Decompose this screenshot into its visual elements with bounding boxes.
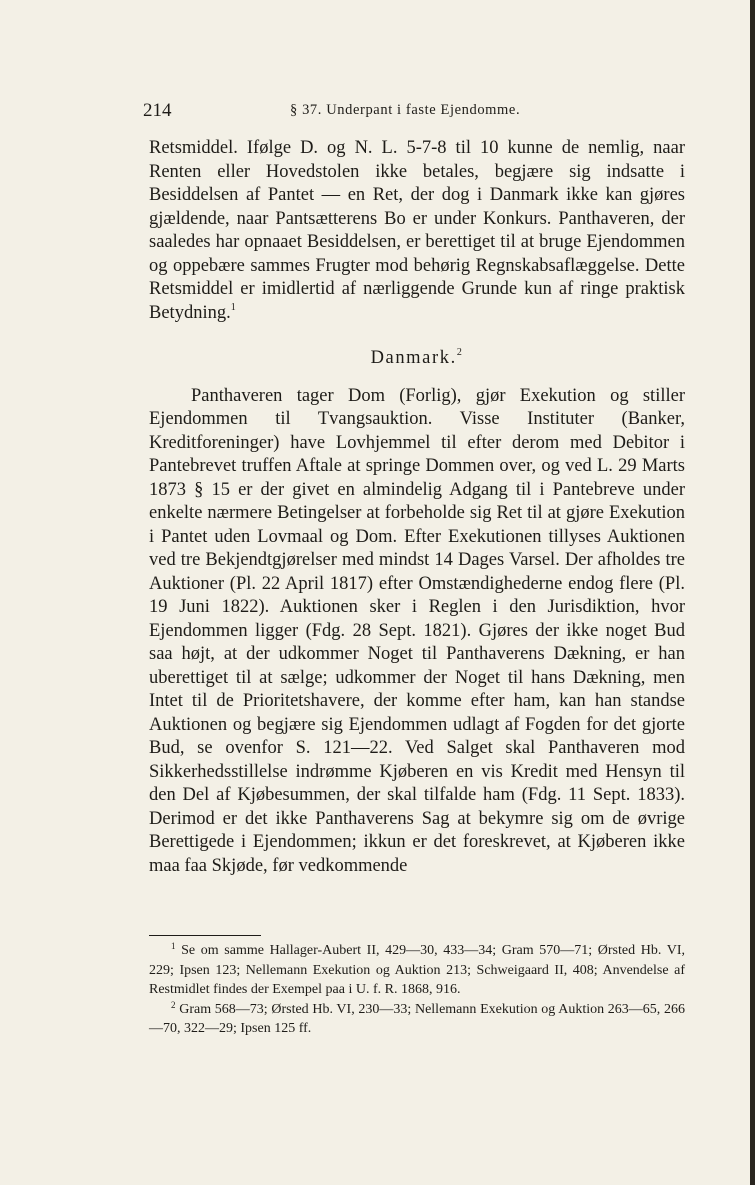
paragraph (149, 385, 685, 879)
footnotes (149, 941, 685, 1039)
paragraph (149, 137, 685, 325)
footnote-ref: 1 (230, 301, 236, 313)
footnote-ref: 2 (456, 347, 464, 358)
body-text (149, 137, 685, 878)
footnote (149, 941, 685, 1000)
footnote-text: Gram 568—73; Ørsted Hb. VI, 230—33; Nellemann Exekution og Auktion 263—65, 266—70, 322—29; Ipsen 125 ff. (149, 1001, 686, 1036)
paragraph-text: Retsmiddel. Ifølge D. og N. L. 5-7-8 til 10 kunne de nemlig, naar Renten eller Hovedstolen ikke betales, begjære sig indsatte i Besiddelsen af Pantet — en Ret, der dog i Danmark ikke kan gjøres gjældende, naar Pantsætterens Bo er under Konkurs. Panthaveren, der saaledes har opnaaet Besiddelsen, er berettiget til at bruge Ejendommen og oppebære sammes Frugter mod behørig Regnskabsaflæggelse. Dette Retsmiddel er imidlertid af nærliggende Grunde kun af ringe praktisk Betydning. (149, 138, 685, 323)
paragraph-text: Panthaveren tager Dom (Forlig), gjør Exekution og stiller Ejendommen til Tvangsauktion. Visse Instituter (Banker, Kreditforeninger) have Lovhjemmel til efter derom med Debitor i Pantebrevet truffen Aftale at springe Dommen over, og ved L. 29 Marts 1873 § 15 er der givet en almindelig Adgang til i Pantebreve under enkelte nærmere Betingelser at forbeholde sig Ret til at gjøre Exekution i Pantet uden Lovmaal og Dom. Efter Exekutionen tillyses Auktionen ved tre Bekjendtgjørelser med mindst 14 Dages Varsel. Der afholdes tre Auktioner (Pl. 22 April 1817) efter Omstændighederne endog flere (Pl. 19 Juni 1822). Auktionen sker i Reglen i den Jurisdiktion, hvor Ejendommen ligger (Fdg. 28 Sept. 1821). Gjøres der ikke noget Bud saa højt, at der udkommer Noget til Panthaverens Dækning, er han uberettiget til at sælge; udkommer der Noget til hans Dækning, men Intet til de Prioritetshavere, der komme efter ham, kan han standse Auktionen og begjære sig Ejendommen udlagt af Fogden for det gjorte Bud, se ovenfor S. 121—22. Ved Salget skal Panthaveren mod Sikkerhedsstillelse indrømme Kjøberen en vis Kredit med Hensyn til den Del af Kjøbesummen, der skal tilfalde ham (Fdg. 11 Sept. 1833). Derimod er det ikke Panthaverens Sag at bekymre sig om de øvrige Berettigede i Ejendommen; ikkun er det foreskrevet, at Kjøberen ikke maa faa Skjøde, før vedkommende (149, 385, 685, 876)
page-number: 214 (143, 100, 172, 121)
footnote-divider (149, 935, 261, 936)
footnote-mark: 1 (171, 941, 176, 951)
running-head: § 37. Underpant i faste Ejendomme. (290, 102, 521, 118)
footnote-mark: 2 (171, 999, 176, 1010)
footnote (149, 1000, 685, 1039)
page-header (143, 100, 683, 124)
footnote-text: Se om samme Hallager-Aubert II, 429—30, 433—34; Gram 570—71; Ørsted Hb. VI, 229; Ipsen 123; Nellemann Exekution og Auktion 213; Schweigaard II, 408; Anvendelse af Restmidlet findes der Exempel paa i U. f. R. 1868, 916. (149, 943, 686, 997)
page-edge (750, 0, 755, 1185)
section-title: Danmark. (370, 348, 457, 368)
section-heading (149, 347, 685, 371)
